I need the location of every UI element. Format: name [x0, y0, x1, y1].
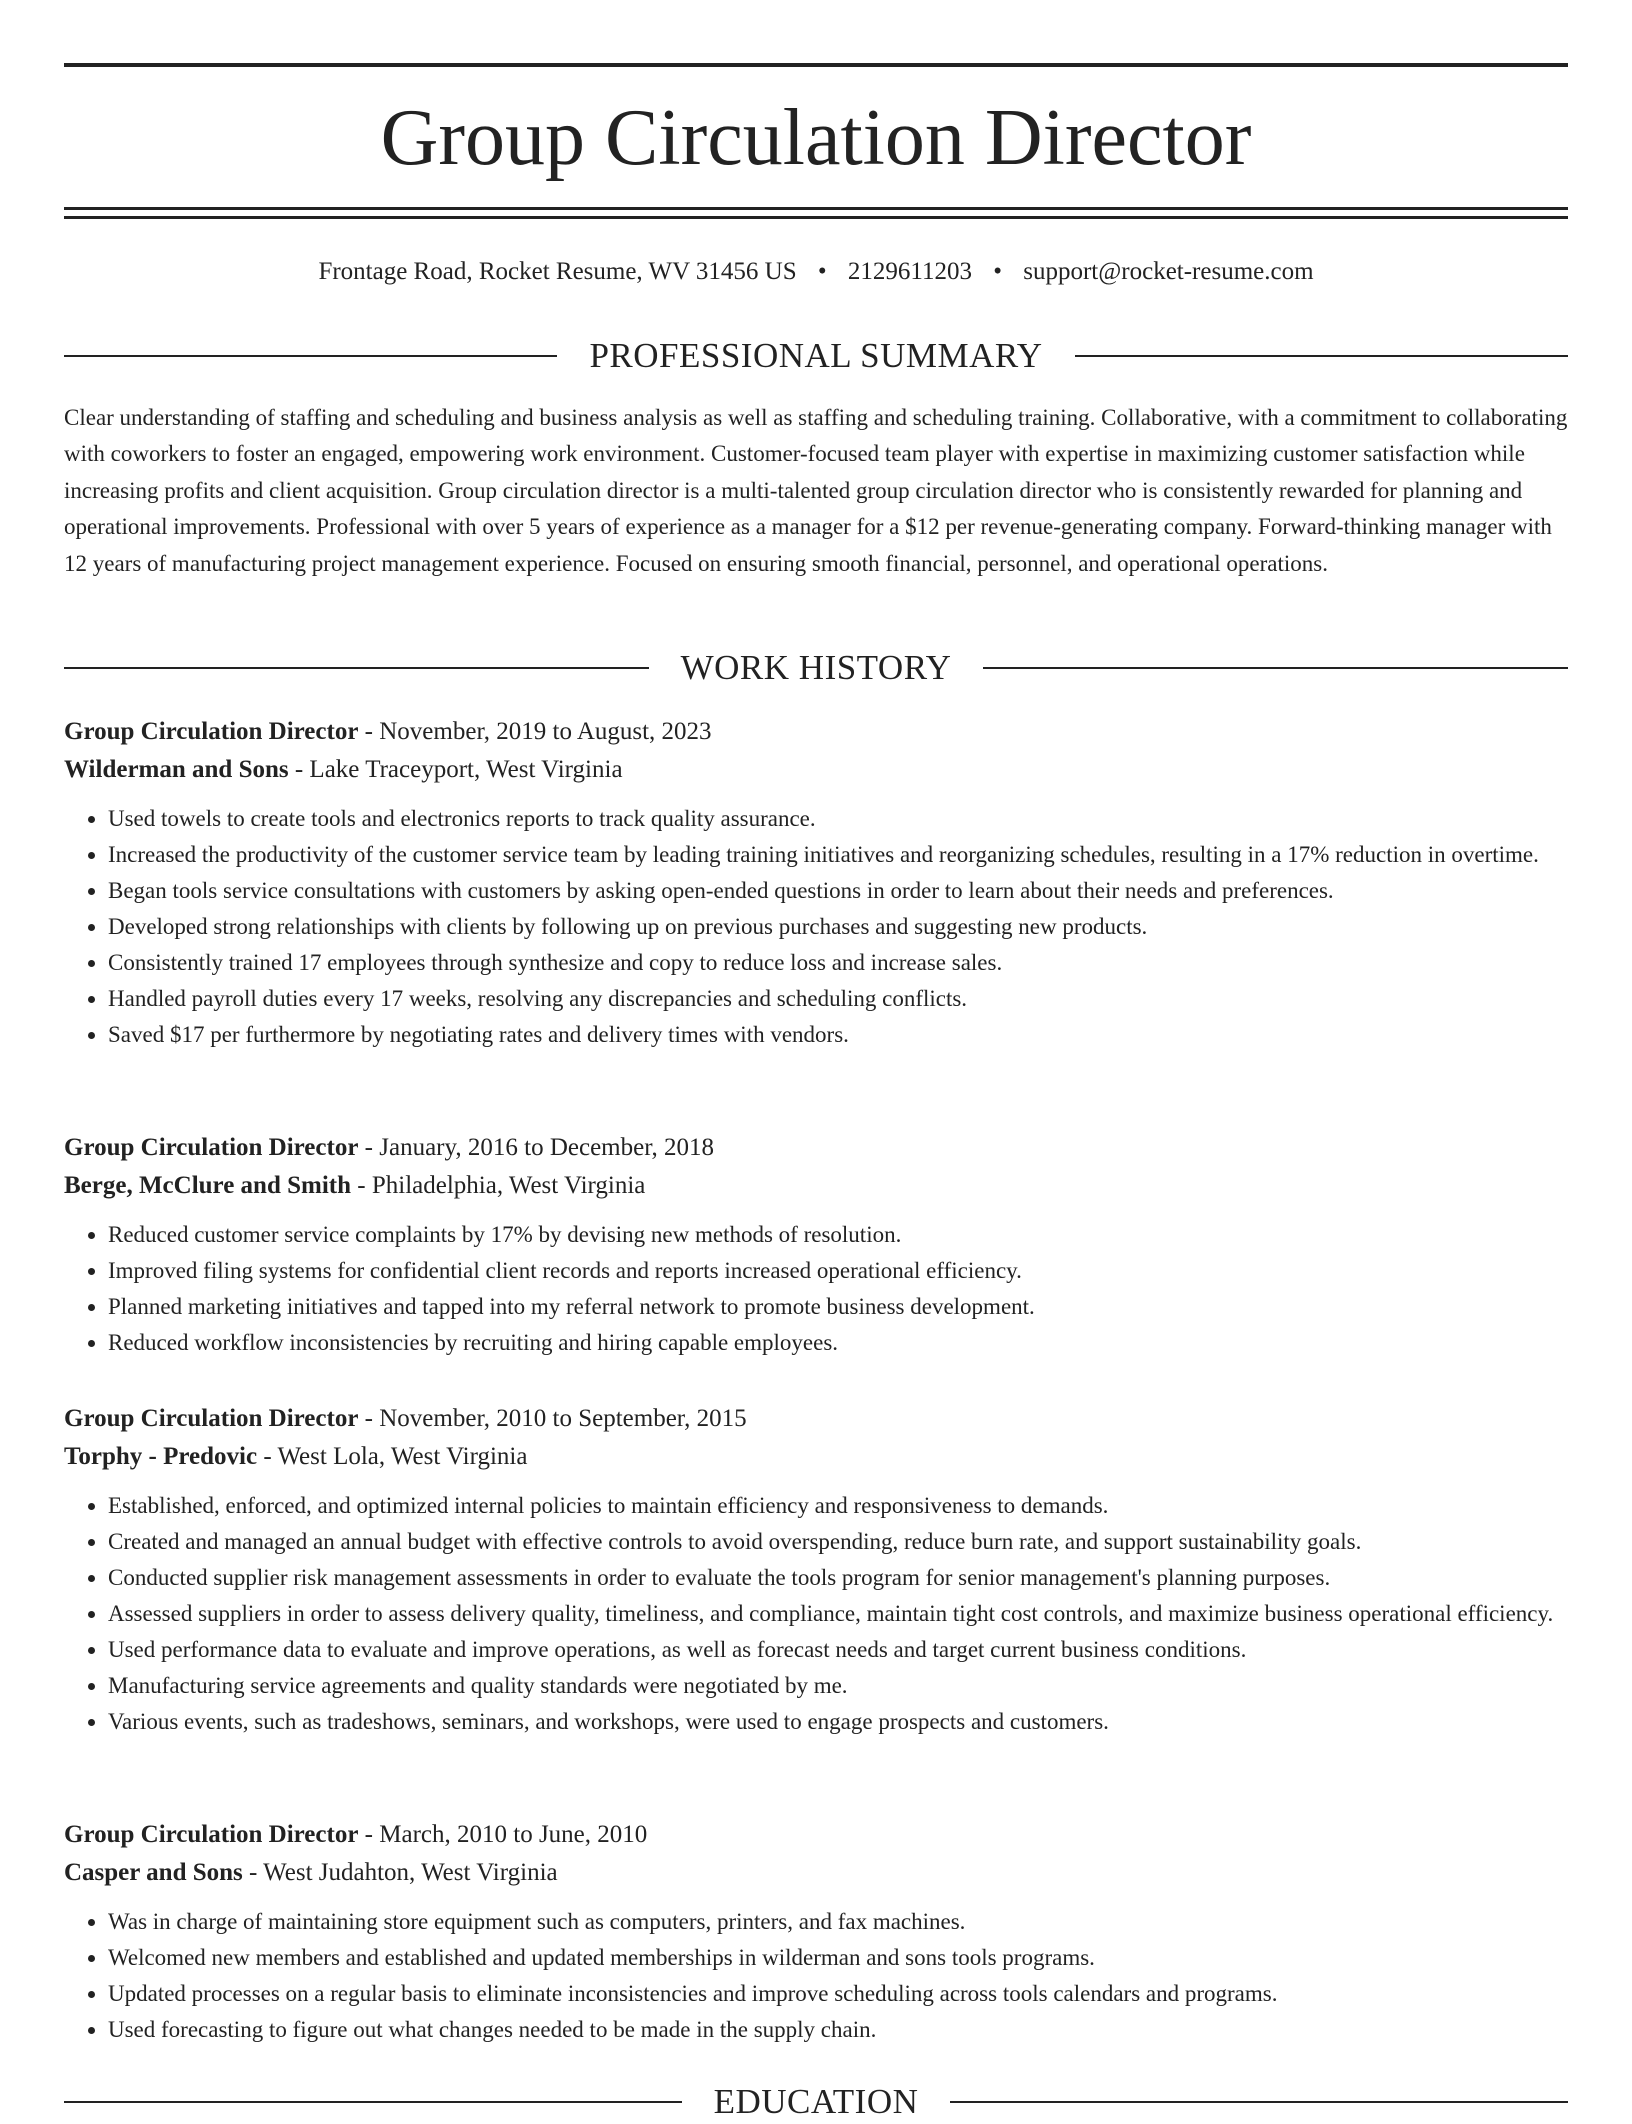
job-bullet: • Conducted supplier risk management assessments in order to evaluate the tools program for senior management's planning purposes.: [108, 1560, 1568, 1596]
job-title-line: [64, 1400, 1568, 1438]
job-entry: [64, 1816, 1568, 2048]
job-entry: [64, 1400, 1568, 1740]
job-bullet: • Developed strong relationships with clients by following up on previous purchases and suggesting new products.: [108, 909, 1568, 945]
job-entry: [64, 1129, 1568, 1361]
job-location: - West Judahton, West Virginia: [242, 1859, 558, 1886]
section-rule-left: [64, 2101, 682, 2103]
job-company: Torphy - Predovic: [64, 1443, 258, 1470]
job-bullet: • Consistently trained 17 employees through synthesize and copy to reduce loss and increase sales.: [108, 945, 1568, 981]
job-bullet: • Was in charge of maintaining store equipment such as computers, printers, and fax machines.: [108, 1904, 1568, 1940]
job-bullet: • Manufacturing service agreements and quality standards were negotiated by me.: [108, 1668, 1568, 1704]
contact-phone: 2129611203: [847, 258, 972, 285]
job-title-line: [64, 713, 1568, 751]
job-title: Group Circulation Director: [64, 1821, 359, 1848]
job-bullet: • Reduced workflow inconsistencies by recruiting and hiring capable employees.: [108, 1325, 1568, 1361]
job-bullet: • Used forecasting to figure out what changes needed to be made in the supply chain.: [108, 2012, 1568, 2048]
job-location: - Lake Traceyport, West Virginia: [288, 756, 623, 783]
job-bullet: • Saved $17 per furthermore by negotiating rates and delivery times with vendors.: [108, 1017, 1568, 1053]
job-bullet: • Created and managed an annual budget with effective controls to avoid overspending, reduce burn rate, and support sustainability goals.: [108, 1524, 1568, 1560]
section-heading-summary: [64, 334, 1568, 378]
section-rule-left: [64, 667, 649, 669]
job-dates: - March, 2010 to June, 2010: [358, 1821, 648, 1848]
job-title: Group Circulation Director: [64, 1405, 359, 1432]
job-entry: [64, 713, 1568, 1053]
job-title: Group Circulation Director: [64, 718, 359, 745]
section-rule-left: [64, 355, 557, 357]
job-bullet: • Established, enforced, and optimized internal policies to maintain efficiency and responsiveness to demands.: [108, 1488, 1568, 1524]
job-bullet-list: [64, 1488, 1568, 1740]
job-company: Berge, McClure and Smith: [64, 1172, 352, 1199]
section-title: WORK HISTORY: [680, 648, 952, 687]
header-double-rule-lower: [64, 216, 1568, 219]
job-company-line: [64, 1167, 1568, 1205]
job-bullet: • Used towels to create tools and electronics reports to track quality assurance.: [108, 801, 1568, 837]
job-company: Wilderman and Sons: [64, 756, 289, 783]
job-dates: - November, 2019 to August, 2023: [358, 718, 712, 745]
job-bullet: • Handled payroll duties every 17 weeks, resolving any discrepancies and scheduling conflicts.: [108, 981, 1568, 1017]
job-company-line: [64, 1438, 1568, 1476]
job-dates: - January, 2016 to December, 2018: [358, 1134, 715, 1161]
contact-address: Frontage Road, Rocket Resume, WV 31456 US: [318, 258, 797, 285]
contact-line: [64, 254, 1568, 290]
job-bullet: • Began tools service consultations with customers by asking open-ended questions in order to learn about their needs and preferences.: [108, 873, 1568, 909]
job-bullet: • Increased the productivity of the customer service team by leading training initiatives and reorganizing schedules, resulting in a 17% reduction in overtime.: [108, 837, 1568, 873]
job-bullet: • Updated processes on a regular basis to eliminate inconsistencies and improve scheduling across tools calendars and programs.: [108, 1976, 1568, 2012]
job-company-line: [64, 751, 1568, 789]
job-bullet: • Improved filing systems for confidential client records and reports increased operational efficiency.: [108, 1253, 1568, 1289]
header-double-rule-upper: [64, 207, 1568, 210]
resume-name-title: Group Circulation Director: [380, 94, 1252, 182]
section-rule-right: [983, 667, 1568, 669]
job-company: Casper and Sons: [64, 1859, 243, 1886]
job-bullet: • Welcomed new members and established and updated memberships in wilderman and sons tools programs.: [108, 1940, 1568, 1976]
job-bullet-list: [64, 801, 1568, 1053]
job-title: Group Circulation Director: [64, 1134, 359, 1161]
section-title: PROFESSIONAL SUMMARY: [589, 336, 1043, 375]
job-location: - West Lola, West Virginia: [257, 1443, 528, 1470]
job-title-line: [64, 1129, 1568, 1167]
job-title-line: [64, 1816, 1568, 1854]
job-bullet-list: [64, 1904, 1568, 2048]
job-bullet: • Various events, such as tradeshows, seminars, and workshops, were used to engage prospects and customers.: [108, 1704, 1568, 1740]
header-top-rule: [64, 63, 1568, 67]
section-heading-work-history: [64, 646, 1568, 690]
contact-separator: •: [993, 258, 1002, 285]
professional-summary-text: Clear understanding of staffing and scheduling and business analysis as well as staffing and scheduling training. Collaborative, with a commitment to collaborating with coworkers to foster an engaged, empowering work environment. Customer-focused team player with expertise in maximizing customer satisfaction while increasing profits and client acquisition. Group circulation director is a multi-talented group circulation director who is consistently rewarded for planning and operational improvements. Professional with over 5 years of experience as a manager for a $12 per revenue-generating company. Forward-thinking manager with 12 years of manufacturing project management experience. Focused on ensuring smooth financial, personnel, and operational operations.: [64, 405, 1568, 576]
contact-separator: •: [817, 258, 827, 285]
job-bullet: • Used performance data to evaluate and improve operations, as well as forecast needs and target current business conditions.: [108, 1632, 1568, 1668]
job-bullet: • Assessed suppliers in order to assess delivery quality, timeliness, and compliance, maintain tight cost controls, and maximize business operational efficiency.: [108, 1596, 1568, 1632]
job-company-line: [64, 1854, 1568, 1892]
contact-email: support@rocket-resume.com: [1023, 258, 1314, 285]
section-rule-right: [1075, 355, 1568, 357]
section-heading-education: [64, 2080, 1568, 2124]
job-dates: - November, 2010 to September, 2015: [358, 1405, 747, 1432]
section-title: EDUCATION: [713, 2082, 919, 2121]
job-bullet-list: [64, 1217, 1568, 1361]
job-bullet: • Planned marketing initiatives and tapped into my referral network to promote business development.: [108, 1289, 1568, 1325]
job-location: - Philadelphia, West Virginia: [351, 1172, 646, 1199]
job-bullet: • Reduced customer service complaints by 17% by devising new methods of resolution.: [108, 1217, 1568, 1253]
section-rule-right: [950, 2101, 1568, 2103]
